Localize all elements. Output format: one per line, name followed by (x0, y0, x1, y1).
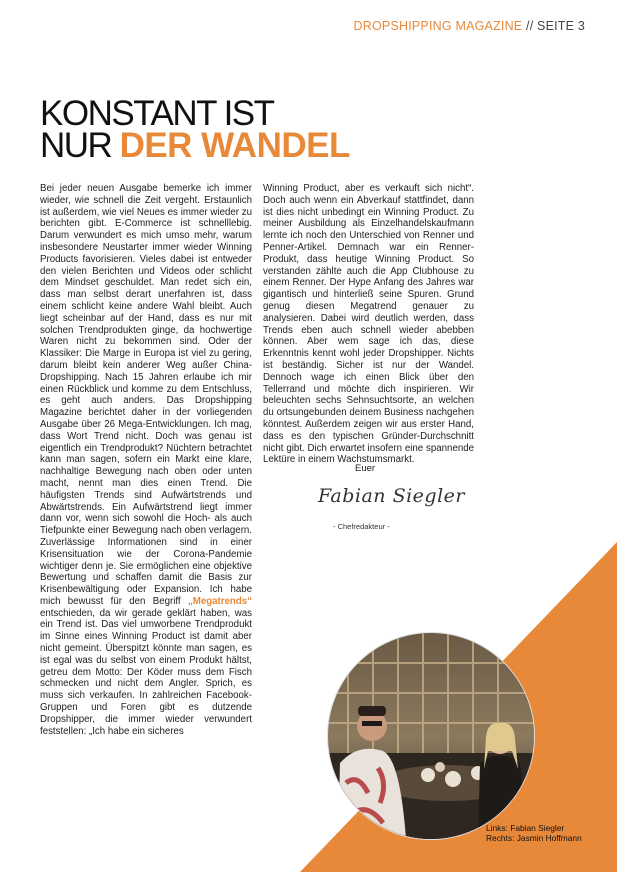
caption-line-1: Links: Fabian Siegler (486, 823, 565, 833)
left-column-part-1: Bei jeder neuen Ausgabe bemerke ich immer wieder, wie schnell die Zeit vergeht. Erstaunlich ist außerdem, wie viel Neues es immer wieder zu berichten gibt. E-Commerce ist schnelllebig. Darum verwundert es mich umso mehr, warum insbesondere Neustarter immer wieder Winning Products favorisieren. Vieles dabei ist entweder den vielen Berichten und Videos oder schlicht dem Mindset geschuldet. Man redet sich ein, dass man selbst derart unerfahren ist, dass einem schlicht keine andere Wahl bleibt. Auch liegt scheinbar auf der Hand, dass es nur mit solchen Trendprodukten ginge, da hochwertige Waren nicht zu bekommen sind. Oder der Klassiker: Die Marge in Europa ist viel zu gering, darum bleibt kein anderer Weg außer China-Dropshipping. Nach 15 Jahren erlaube ich mir einen Rückblick und komme zu dem Entschluss, es geht auch anders. Das Dropshipping Magazine berichtet daher in der vorliegenden Ausgabe über 26 Mega-Entwicklungen. Ich mag, dass Wort Trend nicht. Doch was genau ist eigentlich ein Trendprodukt? Nüchtern betrachtet kann man sagen, sofern ein Markt eine klare, nachhaltige Bewegung nach oben oder unten macht, nennt man dies einen Trend. Die häufigsten Trends sind Aufwärtstrends und Abwärtstrends. Ein Aufwärtstrend liegt immer dann vor, wenn sich sowohl die Hoch- als auch Tiefpunkte einer Bewegung nach oben verlagern. Zuverlässige Informationen sind in einer Krisensituation wie der Corona-Pandemie wichtiger denn je. Sie ermöglichen eine objektive Bewertung und schaffen damit die Basis zur Krisenbewältigung oder Expansion. Ich habe mich bewusst für den Begriff (40, 183, 252, 607)
signoff-role: - Chefredakteur - (333, 522, 390, 531)
right-column-text: Winning Product, aber es verkauft sich nicht“. Doch auch wenn ein Abverkauf stattfindet, dann ist dies nicht unbedingt ein Winning Product. Zu meiner Ausbildung als Einzelhandelskaufmann lernte ich noch den Unterschied von Renner und Penner-Artikel. Demnach war ein Renner-Produkt, dass heutige Winning Product. So verstanden zählte auch die App Clubhouse zu einem Renner. Der Hype Anfang des Jahres war gigantisch und hinterließ seine Spuren. Grund genug diesen Megatrend genauer zu analysieren. Dabei wird deutlich werden, dass Trends eben auch schnell wieder abebben können. Aber wem sage ich das, diese Erkenntnis kennt wohl jeder Dropshipper. Nichts ist beständig. Sicher ist nur der Wandel. Dennoch wage ich einen Blick über den Tellerrand und möchte dich inspirieren. Wir beleuchten sechs Sehnsuchtsorte, an welchen du ortsungebunden deinem Business nachgehen könntest. Außerdem zeigen wir aus erster Hand, dass es den typischen Gründer-Durchschnitt nicht gibt. Dich erwartet insofern eine spannende Lektüre in einem Wachstumsmarkt. (263, 183, 474, 466)
signoff-greeting: Euer (355, 463, 376, 474)
caption-line-2: Rechts: Jasmin Hoffmann (486, 833, 582, 843)
page-number: SEITE 3 (537, 19, 585, 33)
photo-caption (486, 823, 582, 843)
magazine-name: DROPSHIPPING MAGAZINE (353, 19, 523, 33)
editor-photo (327, 632, 535, 840)
header-separator: // (522, 19, 538, 33)
title-line-1: KONSTANT IST (40, 94, 274, 133)
title-line-2-plain: NUR (40, 126, 120, 165)
title-highlight: DER WANDEL (119, 126, 350, 165)
signature: Fabian Siegler (318, 485, 465, 507)
left-column-part-2: entschieden, da wir gerade geklärt haben, was ein Trend ist. Das viel umworbene Trendprodukt im Sinne eines Winning Product ist damit aber nicht gemeint. Überspitzt könnte man sagen, es ist egal was du selbst von einem Produkt hältst, getreu dem Motto: Der Köder muss dem Fisch schmecken und nicht dem Angler. Sprich, es muss sich verkaufen. In zahlreichen Facebook-Gruppen und Foren gibt es dutzende Dropshipper, die immer wieder verwundert feststellen: „Ich habe ein sicheres (40, 607, 252, 737)
megatrends-highlight: „Megatrends“ (187, 595, 252, 607)
restaurant-photo-illustration (328, 633, 534, 839)
